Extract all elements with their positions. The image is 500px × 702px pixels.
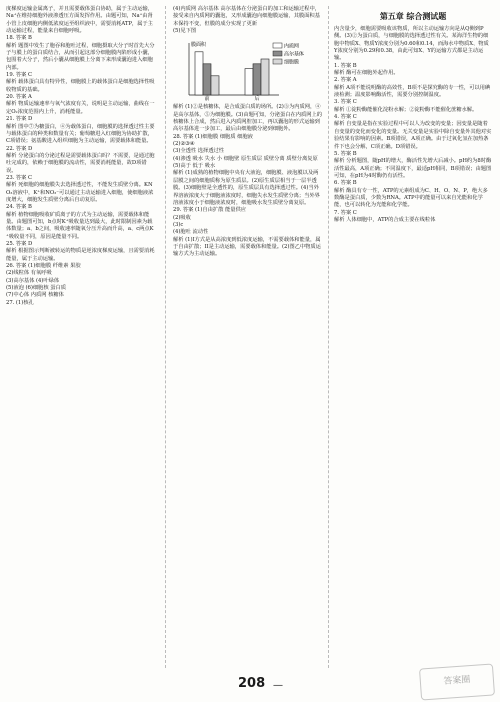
bar (211, 76, 219, 95)
chart-svg (173, 37, 323, 101)
text-line: 1. 答案 B (334, 62, 357, 69)
text-line: 6. 答案 B (334, 180, 357, 187)
text-line: 解析 (1)成熟的植物细胞中央有大液泡，细胞膜、液泡膜以及两层膜之间的细胞质称为原生质层。(2)原生质层相当于一层半透膜。(3)细胞壁是全透性的，原生质层具有选择透过性。(4)当外界溶液浓度大于细胞液浓度时，细胞失水发生质壁分离；当外界溶液浓度小于细胞液浓度时，细胞吸水发生质壁分离复原。 (173, 170, 320, 206)
text-line: 解析 (1)②是核糖体，是合成蛋白质的场所。(2)③为内质网，④是高尔基体，⑤为细胞膜。(3)由题可知，分泌蛋白在内质网上的核糖体上合成，然后进入内质网腔加工，再以囊泡的形式运输到高尔基体进一步加工，最后由细胞膜分泌到细胞外。 (173, 104, 323, 133)
page-number: 208 (238, 676, 266, 691)
x-tick-label: 前 (204, 96, 210, 102)
column-left (6, 6, 156, 307)
column-divider (165, 6, 166, 668)
text-line: 解析 植物细胞吸收矿质离子的方式为主动运输，需要载体和能量。由题图可知，b点时K⁺吸收量达到最大，此时限制因素为载体数量；a、b之间，吸收速率随氧分压升高而升高，a、c两点K⁺吸收量不同，原因是能量不同。 (6, 211, 154, 240)
text-line: 解析 A项不能说明酶的高效性，B项不是探究酶的专一性，可以用碘液检测；温度影响酶活性，需要分别控制温度。 (334, 84, 491, 99)
text-line: 解析 载体蛋白具有特异性，细胞膜上的载体蛋白是细胞选择性吸收物质的基础。 (6, 79, 155, 93)
text-line: 解析 ①淀粉酶能催化淀粉水解；②淀粉酶不能催化蔗糖水解。 (334, 106, 478, 113)
text-line: 4. 答案 C (334, 114, 357, 121)
text-line: 解析 死细胞的细胞膜失去选择透过性，不能发生质壁分离。KNO₃溶液中，K⁺和NO₃⁻可以通过主动运输进入细胞，使细胞液浓度增大，细胞发生质壁分离后自动复原。 (6, 182, 154, 203)
text-line: 解析 酶具有专一性，ATP的元素组成为C、H、O、N、P，绝大多数酶是蛋白质，少数为RNA。ATP中的能量可以来自光能和化学能，也可以转化为光能和化学能。 (334, 187, 488, 209)
text-line: 解析 (1)I方式是从高浓度到低浓度运输，不需要载体和能量，属于自由扩散；II是主动运输，需要载体和能量。(2)图乙中物质运输方式为主动运输。 (173, 236, 321, 258)
text-line: (5)液泡 (6)细胞核 蛋白质 (6, 285, 66, 292)
text-line: 解析 分析题图，随pH的增大，酶活性先增大后减小。pH约为8时酶活性最高，A项正确；不同温度下，最适pH相同，B项错误；由题图可知，在pH为4时酶仍有活性。 (334, 158, 492, 179)
column-middle (173, 6, 323, 259)
text-line: (5)见下图 (173, 28, 197, 35)
text-line: 度梯度运输金属离子，并且需要载体蛋白协助，属于主动运输， (6, 6, 153, 12)
watermark-stamp (419, 663, 495, 700)
text-line: (5)高于 低于 吸水 (173, 163, 216, 170)
text-line: Na⁺在维持细胞外液渗透压方面发挥作用。由题可知，Na⁺由肾小管上皮细胞内侧低浓度运至组织液中，需要消耗ATP，属于主动运输过程，能量来自细胞呼吸。 (6, 13, 153, 35)
legend-swatch (273, 59, 282, 64)
text-line: (3)c (173, 221, 184, 228)
legend-label: 细胞膜 (284, 59, 299, 66)
bar (195, 52, 203, 95)
watermark-text: 答案圈 (443, 675, 471, 687)
text-line: 7. 答案 C (334, 209, 357, 216)
text-line: 29. 答案 (1)自由扩散 能量供应 (173, 207, 246, 214)
text-line: 21. 答案 D (6, 116, 33, 123)
column-right (334, 6, 492, 224)
legend-label: 高尔基体 (284, 51, 304, 58)
text-line: 3. 答案 C (334, 99, 357, 106)
text-line: (2)吸收 (173, 214, 191, 221)
text-line: 18. 答案 B (6, 35, 32, 42)
text-line: 内含量少，细胞需要吸收该物质，所以主动运输方向是从Q侧到P侧。(3)②为蛋白质，与细胞膜的选择透过性有关。某海洋生物的细胞中物质X、物质Y浓度分别为0.60和0.14，而海水中物质X、物质Y浓度分别为0.29和0.38，由此可知X、Y的运输方式都是主动运输。 (334, 26, 489, 62)
text-line: 解析 自变量是指在实验过程中可以人为改变的变量；因变量是随着自变量的变化而变化的变量。无关变量是实验中除自变量外其他对实验结果有影响的因素。B项错误，A项正确。由于过氧化氢在加热条件下也会分解，C项正确。D项错误。 (334, 121, 492, 150)
text-line: 解析 人体细胞中，ATP的合成主要在线粒体 (334, 216, 436, 223)
text-line: 5. 答案 B (334, 150, 357, 157)
text-line: 解析 题图中发生了胞吞和胞吐过程，细胞摄取大分子时首先大分子与膜上的蛋白质结合，从而引起这部分细胞膜内陷形成小囊，包围着大分子，然后小囊从细胞膜上分离下来形成囊泡进入细胞内部。 (6, 42, 155, 71)
chapter-heading: 第五章 综合测试题 (379, 12, 447, 21)
text-line: 2. 答案 A (334, 77, 357, 84)
text-line: (4)内质网 高尔基体 高尔基体在分泌蛋白的加工和运输过程中，接受来自内质网的囊泡，又形成囊泡向细胞膜运输，其膜面积基本保持不变，但膜的成分实现了更新 (173, 6, 321, 27)
text-line: (3)全透性 选择透过性 (173, 148, 224, 155)
text-line: (7)中心体 内质网 核糖体 (6, 292, 64, 299)
column-divider (328, 6, 329, 668)
bar (245, 69, 253, 95)
text-line: 27. (1)核孔 (6, 299, 34, 306)
text-line: (2)线粒体 有氧呼吸 (6, 270, 52, 277)
legend-swatch (273, 43, 282, 48)
legend-swatch (273, 51, 282, 56)
bar (203, 64, 211, 95)
text-line: (4)胞吐 流动性 (173, 229, 209, 236)
text-line: 25. 答案 D (6, 241, 33, 247)
membrane-area-bar-chart (173, 37, 323, 101)
text-line: 28. 答案 (1)细胞膜 细胞质 细胞液 (173, 133, 253, 140)
text-line: 20. 答案 A (6, 94, 32, 101)
text-line: (3)高尔基体 (4)叶绿体 (6, 277, 60, 284)
text-line: (2)②③④ (173, 141, 195, 148)
page-number-dash: — (273, 680, 283, 691)
text-line: 解析 酶可在细胞外起作用。 (334, 70, 399, 77)
text-line: 23. 答案 C (6, 174, 33, 181)
text-line: 24. 答案 B (6, 204, 32, 211)
y-axis-label: 膜面积 (191, 42, 206, 49)
bar (253, 64, 261, 95)
bar (261, 59, 269, 95)
x-tick-label: 后 (254, 96, 260, 102)
legend-label: 内质网 (284, 43, 299, 50)
text-line: 解析 物质运输速率与氧气浓度有关，说明是主动运输，曲线在一定O₂浓度范围内上升，消耗能量。 (6, 101, 155, 115)
text-line: 解析 图中⑦为糖蛋白，④为载体蛋白，细胞膜的选择透过性主要与载体蛋白的种类和数量有关；葡萄糖进入红细胞为协助扩散，C项错误；氨基酸进入组织细胞为主动运输，需要载体和能量。 (6, 123, 155, 145)
text-line: 22. 答案 D (6, 145, 33, 152)
text-line: 26. 答案 (1)细胞膜 纤维素 果胶 (6, 263, 81, 270)
text-line: 解析 根据图示判断被转运的物质是逆浓度梯度运输，且需要消耗能量，属于主动运输。 (6, 248, 155, 262)
text-line: 19. 答案 C (6, 72, 33, 79)
text-line: 解析 分泌蛋白的分泌过程是需要载体蛋白吗？不需要，是通过胞吐完成的，依赖于细胞膜的流动性，需要消耗能量，故D项错误。 (6, 152, 155, 174)
text-line: (4)渗透 吸水 失水 小 细胞壁 原生质层 质壁分离 质壁分离复原 (173, 155, 318, 162)
